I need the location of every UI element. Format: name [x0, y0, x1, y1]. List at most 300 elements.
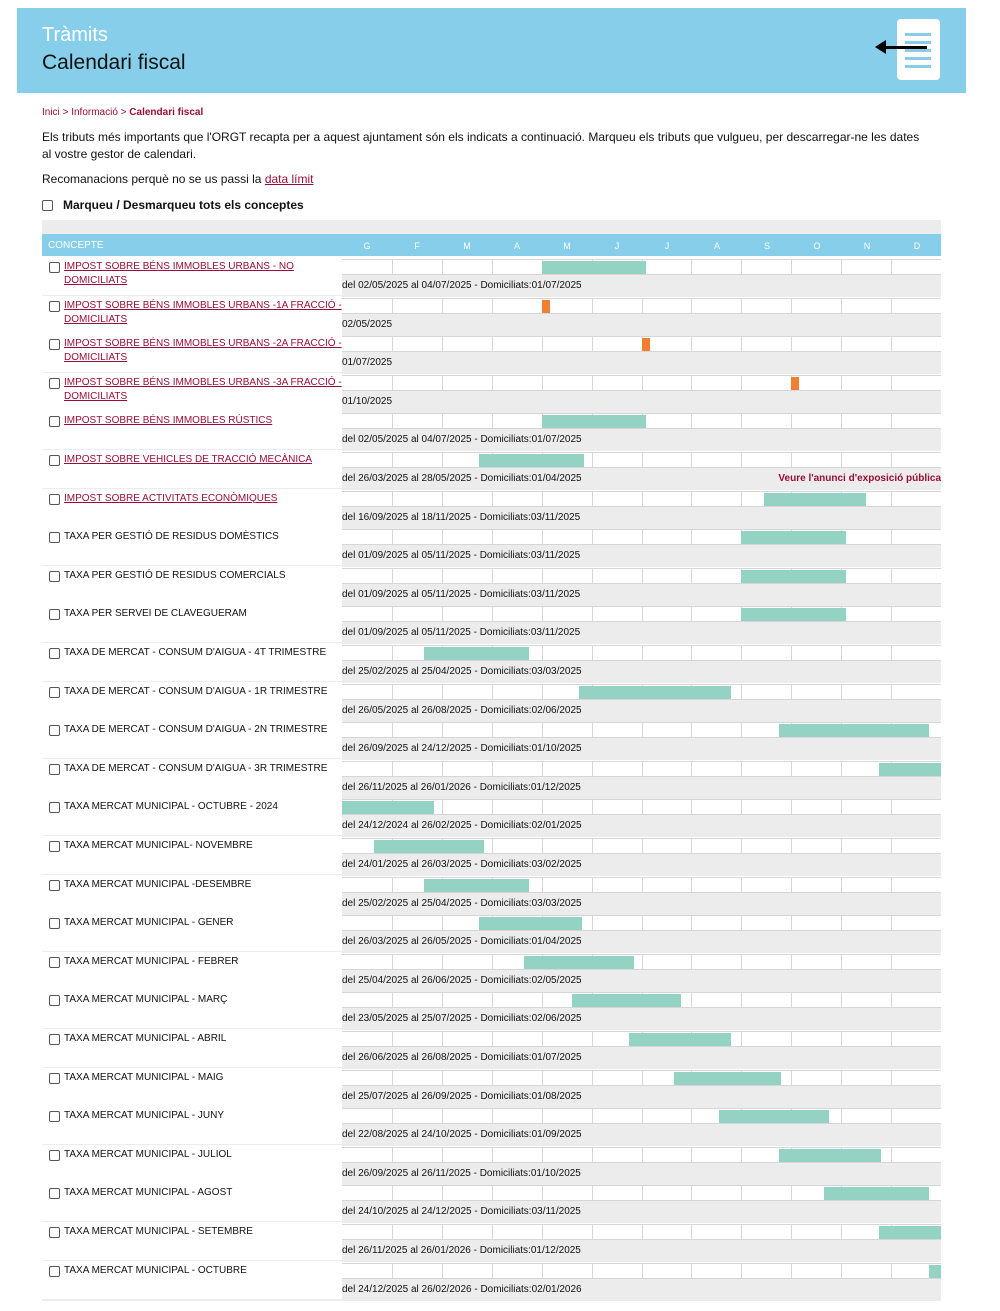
tax-name-link[interactable]: IMPOST SOBRE VEHICLES DE TRACCIÓ MECÀNICA [64, 454, 313, 465]
month-divider [841, 1071, 842, 1085]
tax-checkbox[interactable] [49, 262, 60, 273]
tax-dates-cell [342, 1047, 941, 1067]
month-divider [841, 1109, 842, 1123]
month-divider [392, 955, 393, 969]
month-timeline [342, 877, 941, 893]
tax-dates-text: del 01/09/2025 al 05/11/2025 - Domiciliats:03/11/2025 [342, 588, 581, 600]
month-divider [492, 337, 493, 351]
recommendations-text [42, 172, 314, 186]
tax-checkbox[interactable] [49, 802, 60, 813]
tax-checkbox[interactable] [49, 532, 60, 543]
month-timeline [342, 684, 941, 700]
month-divider [841, 299, 842, 313]
menu-line [905, 49, 931, 52]
month-divider [741, 916, 742, 930]
month-divider [542, 1186, 543, 1200]
month-divider [791, 685, 792, 699]
payment-period-bar [579, 686, 731, 699]
tax-name-cell [42, 1261, 342, 1299]
tax-name-link[interactable]: IMPOST SOBRE ACTIVITATS ECONÒMIQUES [64, 492, 278, 504]
tax-dates-text: del 24/12/2025 al 26/02/2026 - Domiciliats:02/01/2026 [342, 1283, 582, 1295]
month-divider [492, 530, 493, 544]
tax-dates-cell [342, 777, 941, 797]
month-divider [442, 414, 443, 428]
tax-dates-cell [342, 700, 941, 720]
tax-name-link[interactable]: IMPOST SOBRE BÉNS IMMOBLES URBANS -2A FRACCIÓ - DOMICILIATS [64, 338, 342, 364]
month-divider [891, 569, 892, 583]
tax-name-label: TAXA DE MERCAT - CONSUM D'AIGUA - 4T TRIMESTRE [64, 647, 327, 658]
month-divider [442, 685, 443, 699]
tax-name-label: TAXA MERCAT MUNICIPAL - MAIG [64, 1071, 224, 1083]
month-divider [642, 800, 643, 814]
tax-dates-text: del 01/09/2025 al 05/11/2025 - Domiciliats:03/11/2025 [342, 550, 581, 562]
month-divider [492, 1264, 493, 1278]
month-header: M [463, 241, 471, 251]
month-divider [891, 299, 892, 313]
tax-name-cell [42, 682, 342, 720]
tax-checkbox[interactable] [49, 1188, 60, 1199]
month-divider [741, 1148, 742, 1162]
month-timeline [342, 761, 941, 777]
deadline-link[interactable]: data límit [264, 172, 314, 186]
month-divider [841, 1032, 842, 1046]
month-divider [791, 1071, 792, 1085]
month-divider [691, 569, 692, 583]
month-divider [891, 916, 892, 930]
month-divider [741, 993, 742, 1007]
tax-dates-text: del 26/11/2025 al 26/01/2026 - Domiciliats:01/12/2025 [342, 781, 581, 793]
month-divider [492, 414, 493, 428]
payment-period-bar [629, 1033, 731, 1046]
month-divider [492, 492, 493, 506]
payment-period-bar [764, 493, 866, 506]
month-divider [791, 839, 792, 853]
payment-period-bar [879, 1226, 941, 1239]
month-divider [642, 376, 643, 390]
month-divider [791, 878, 792, 892]
month-divider [542, 376, 543, 390]
month-divider [492, 260, 493, 274]
tax-checkbox[interactable] [49, 957, 60, 968]
month-divider [592, 1225, 593, 1239]
tax-row [42, 411, 941, 449]
month-divider [691, 607, 692, 621]
month-divider [392, 337, 393, 351]
month-divider [492, 376, 493, 390]
tax-name-label: TAXA DE MERCAT - CONSUM D'AIGUA - 2N TRIMESTRE [64, 724, 328, 736]
tax-name-link[interactable]: IMPOST SOBRE BÉNS IMMOBLES URBANS - NO DOMICILIATS [64, 261, 294, 286]
recommendations-label: Recomanacions perquè no se us passi la [42, 172, 262, 186]
month-header: D [913, 241, 921, 251]
tax-checkbox[interactable] [49, 609, 60, 620]
month-divider [442, 492, 443, 506]
month-divider [442, 530, 443, 544]
month-divider [891, 414, 892, 428]
tax-dates-cell [342, 622, 941, 642]
tax-checkbox[interactable] [49, 1266, 60, 1277]
month-divider [492, 1148, 493, 1162]
tax-dates-text: del 01/09/2025 al 05/11/2025 - Domiciliats:03/11/2025 [342, 627, 581, 639]
month-divider [542, 1264, 543, 1278]
month-timeline [342, 568, 941, 584]
month-divider [642, 839, 643, 853]
month-divider [592, 839, 593, 853]
month-divider [691, 1186, 692, 1200]
tax-checkbox[interactable] [49, 1073, 60, 1084]
month-divider [442, 299, 443, 313]
tax-dates-cell [342, 738, 941, 758]
month-divider [841, 839, 842, 853]
payment-date-mark [642, 338, 650, 351]
month-divider [392, 878, 393, 892]
month-divider [592, 299, 593, 313]
month-divider [791, 299, 792, 313]
tax-row [42, 566, 941, 604]
tax-checkbox[interactable] [49, 764, 60, 775]
tax-dates-text: del 25/07/2025 al 26/09/2025 - Domiciliats:01/08/2025 [342, 1090, 582, 1102]
month-divider [791, 800, 792, 814]
tax-checkbox[interactable] [49, 1034, 60, 1045]
tax-checkbox[interactable] [49, 378, 60, 389]
tax-dates-text: del 25/04/2025 al 26/06/2025 - Domiciliats:02/05/2025 [342, 974, 582, 986]
month-divider [492, 1186, 493, 1200]
select-all-label: Marqueu / Desmarqueu tots els conceptes [63, 198, 304, 212]
breadcrumb-separator: > [120, 107, 127, 118]
month-divider [442, 762, 443, 776]
month-divider [542, 800, 543, 814]
payment-period-bar [542, 415, 647, 428]
tax-row [42, 759, 941, 797]
tax-dates-cell [342, 1008, 941, 1028]
tax-name-cell [42, 643, 342, 681]
tax-name-cell [42, 952, 342, 990]
tax-row [42, 1222, 941, 1260]
tax-row [42, 913, 941, 951]
month-divider [691, 453, 692, 467]
breadcrumb [42, 107, 203, 118]
tax-dates-cell [342, 970, 941, 990]
month-divider [442, 993, 443, 1007]
tax-checkbox[interactable] [49, 841, 60, 852]
tax-name-cell [42, 1106, 342, 1144]
month-divider [442, 1264, 443, 1278]
tax-checkbox[interactable] [49, 1227, 60, 1238]
month-divider [891, 337, 892, 351]
tax-row [42, 1068, 941, 1106]
tax-name-label: TAXA MERCAT MUNICIPAL - JULIOL [64, 1148, 232, 1160]
month-divider [642, 955, 643, 969]
month-divider [642, 607, 643, 621]
month-divider [642, 723, 643, 737]
tax-checkbox[interactable] [49, 725, 60, 736]
month-divider [542, 530, 543, 544]
tax-dates-cell [342, 275, 941, 295]
month-divider [592, 878, 593, 892]
payment-period-bar [424, 879, 529, 892]
tax-row [42, 990, 941, 1028]
month-timeline [342, 1147, 941, 1163]
back-arrow-icon [883, 46, 927, 49]
tax-name-cell [42, 411, 342, 449]
tax-dates-cell [342, 429, 941, 449]
month-divider [392, 1264, 393, 1278]
tax-dates-cell [342, 854, 941, 874]
month-divider [592, 569, 593, 583]
month-timeline [342, 298, 941, 314]
tax-name-link[interactable]: IMPOST SOBRE BÉNS IMMOBLES URBANS -1A FRACCIÓ - DOMICILIATS [64, 299, 342, 325]
month-divider [392, 607, 393, 621]
tax-dates-text: 01/07/2025 [342, 357, 393, 369]
payment-period-bar [479, 917, 581, 930]
tax-name-label: TAXA MERCAT MUNICIPAL - ABRIL [64, 1033, 227, 1044]
menu-icon[interactable] [897, 19, 940, 80]
tax-checkbox[interactable] [49, 648, 60, 659]
month-divider [442, 1109, 443, 1123]
tax-dates-text: del 25/02/2025 al 25/04/2025 - Domiciliats:03/03/2025 [342, 666, 582, 677]
month-divider [392, 299, 393, 313]
month-divider [542, 1109, 543, 1123]
month-divider [741, 955, 742, 969]
month-divider [741, 376, 742, 390]
month-divider [841, 414, 842, 428]
month-divider [492, 1225, 493, 1239]
section-title: Tràmits [42, 24, 108, 46]
month-divider [791, 1186, 792, 1200]
tax-dates-cell [342, 931, 941, 951]
tax-dates-text: del 26/09/2025 al 26/11/2025 - Domiciliats:01/10/2025 [342, 1167, 581, 1179]
tax-row [42, 489, 941, 527]
month-divider [741, 299, 742, 313]
payment-period-bar [542, 261, 647, 274]
month-divider [891, 1109, 892, 1123]
month-divider [492, 1071, 493, 1085]
menu-line [905, 57, 931, 60]
month-divider [841, 646, 842, 660]
payment-period-bar [824, 1187, 929, 1200]
month-divider [741, 492, 742, 506]
month-divider [592, 337, 593, 351]
month-header: G [363, 241, 371, 251]
tax-row [42, 875, 941, 913]
payment-date-mark [791, 377, 799, 390]
month-divider [891, 1148, 892, 1162]
month-timeline [342, 992, 941, 1008]
tax-name-cell [42, 334, 342, 372]
public-exposure-notice-link[interactable]: Veure l'anunci d'exposició pública [778, 473, 941, 484]
select-all-toggle[interactable] [42, 198, 304, 212]
tax-dates-cell [342, 507, 941, 527]
month-timeline [342, 336, 941, 352]
payment-date-mark [542, 300, 550, 313]
month-divider [392, 685, 393, 699]
month-divider [791, 955, 792, 969]
month-divider [592, 1264, 593, 1278]
month-divider [791, 414, 792, 428]
month-divider [592, 607, 593, 621]
payment-period-bar [929, 1265, 941, 1278]
payment-period-bar [424, 647, 529, 660]
month-divider [442, 800, 443, 814]
row-separator [42, 1299, 941, 1301]
month-divider [891, 1032, 892, 1046]
page-header [17, 8, 966, 93]
tax-name-label: TAXA MERCAT MUNICIPAL - OCTUBRE - 2024 [64, 801, 278, 813]
tax-dates-text: 01/10/2025 [342, 395, 393, 407]
month-divider [642, 646, 643, 660]
month-timeline [342, 491, 941, 507]
month-timeline [342, 1031, 941, 1047]
month-divider [392, 569, 393, 583]
month-divider [542, 492, 543, 506]
tax-checkbox[interactable] [49, 1111, 60, 1122]
month-divider [642, 453, 643, 467]
month-divider [492, 607, 493, 621]
menu-line [905, 33, 931, 36]
month-divider [592, 1109, 593, 1123]
month-divider [891, 839, 892, 853]
month-divider [841, 685, 842, 699]
month-divider [741, 414, 742, 428]
month-divider [542, 1071, 543, 1085]
month-divider [442, 955, 443, 969]
tax-checkbox[interactable] [49, 339, 60, 350]
month-divider [642, 1109, 643, 1123]
breadcrumb-info[interactable]: Informació [71, 107, 118, 118]
month-divider [392, 492, 393, 506]
month-timeline [342, 259, 941, 275]
month-divider [542, 569, 543, 583]
tax-checkbox[interactable] [49, 880, 60, 891]
page-title: Calendari fiscal [42, 51, 186, 74]
payment-period-bar [374, 840, 484, 853]
month-timeline [342, 799, 941, 815]
tax-checkbox[interactable] [49, 1150, 60, 1161]
tax-checkbox[interactable] [49, 416, 60, 427]
tax-row [42, 643, 941, 681]
tax-dates-cell [342, 391, 941, 411]
month-divider [442, 1071, 443, 1085]
month-divider [691, 1109, 692, 1123]
month-divider [592, 1186, 593, 1200]
month-timeline [342, 954, 941, 970]
month-divider [492, 1109, 493, 1123]
month-divider [841, 878, 842, 892]
tax-name-link[interactable]: IMPOST SOBRE BÉNS IMMOBLES RÚSTICS [64, 415, 273, 427]
tax-name-cell [42, 990, 342, 1028]
month-divider [791, 1225, 792, 1239]
tax-name-label: TAXA MERCAT MUNICIPAL - AGOST [64, 1187, 233, 1199]
tax-row [42, 1145, 941, 1183]
tax-row [42, 334, 941, 372]
month-timeline [342, 1108, 941, 1124]
month-divider [841, 337, 842, 351]
breadcrumb-home[interactable]: Inici [42, 107, 60, 118]
month-divider [442, 1148, 443, 1162]
month-divider [542, 685, 543, 699]
month-divider [791, 337, 792, 351]
month-divider [542, 993, 543, 1007]
month-divider [841, 260, 842, 274]
payment-period-bar [779, 1149, 881, 1162]
tax-checkbox[interactable] [49, 918, 60, 929]
month-divider [542, 646, 543, 660]
month-divider [392, 260, 393, 274]
tax-name-label: TAXA PER GESTIÓ DE RESIDUS COMERCIALS [64, 569, 286, 581]
month-divider [442, 916, 443, 930]
tax-checkbox[interactable] [49, 571, 60, 582]
month-divider [642, 1186, 643, 1200]
tax-checkbox[interactable] [49, 301, 60, 312]
tax-checkbox[interactable] [49, 455, 60, 466]
payment-period-bar [779, 724, 929, 737]
month-divider [492, 762, 493, 776]
month-divider [791, 646, 792, 660]
tax-row [42, 527, 941, 565]
payment-period-bar [719, 1110, 829, 1123]
tax-dates-text: del 24/01/2025 al 26/03/2025 - Domiciliats:03/02/2025 [342, 859, 582, 870]
month-divider [392, 530, 393, 544]
month-divider [891, 800, 892, 814]
month-divider [542, 878, 543, 892]
month-divider [592, 453, 593, 467]
tax-checkbox[interactable] [49, 995, 60, 1006]
tax-dates-cell [342, 1240, 941, 1260]
month-divider [691, 878, 692, 892]
month-divider [442, 337, 443, 351]
month-divider [392, 1148, 393, 1162]
month-divider [791, 993, 792, 1007]
tax-dates-text: del 22/08/2025 al 24/10/2025 - Domiciliats:01/09/2025 [342, 1129, 582, 1141]
month-divider [891, 955, 892, 969]
menu-line [905, 65, 931, 68]
month-divider [392, 993, 393, 1007]
month-divider [642, 530, 643, 544]
month-divider [891, 878, 892, 892]
month-divider [592, 376, 593, 390]
month-divider [741, 337, 742, 351]
payment-period-bar [741, 531, 846, 544]
month-divider [642, 1225, 643, 1239]
month-divider [442, 1032, 443, 1046]
month-divider [691, 376, 692, 390]
select-all-checkbox[interactable] [42, 200, 53, 211]
month-divider [691, 800, 692, 814]
month-divider [891, 607, 892, 621]
tax-checkbox[interactable] [49, 687, 60, 698]
month-divider [841, 800, 842, 814]
month-divider [542, 1225, 543, 1239]
month-divider [741, 762, 742, 776]
tax-name-link[interactable]: IMPOST SOBRE BÉNS IMMOBLES URBANS -3A FRACCIÓ - DOMICILIATS [64, 376, 342, 402]
tax-dates-text: del 16/09/2025 al 18/11/2025 - Domiciliats:03/11/2025 [342, 511, 581, 523]
tax-name-cell [42, 1183, 342, 1221]
month-header: O [813, 241, 821, 251]
month-divider [542, 762, 543, 776]
month-timeline [342, 1070, 941, 1086]
month-divider [891, 530, 892, 544]
month-divider [442, 607, 443, 621]
month-divider [592, 492, 593, 506]
tax-row [42, 682, 941, 720]
month-divider [891, 260, 892, 274]
month-divider [741, 1186, 742, 1200]
tax-dates-cell [342, 1086, 941, 1106]
tax-row [42, 720, 941, 758]
month-divider [392, 376, 393, 390]
tax-name-label: TAXA MERCAT MUNICIPAL - JUNY [64, 1110, 225, 1122]
tax-checkbox[interactable] [49, 494, 60, 505]
month-divider [691, 993, 692, 1007]
